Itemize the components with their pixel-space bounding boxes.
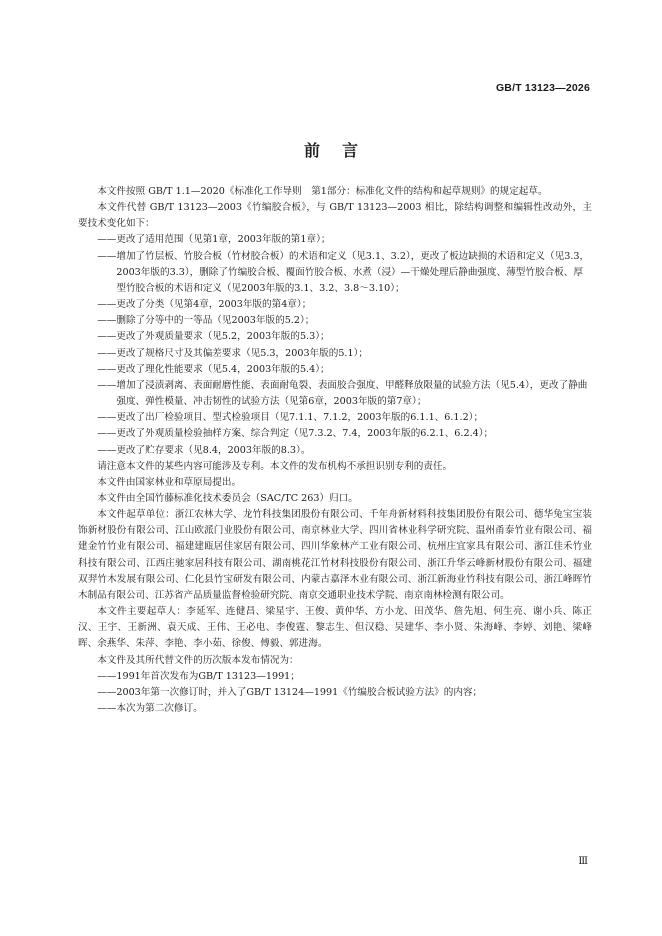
version-history-list bbox=[78, 669, 592, 717]
list-item: ——更改了贮存要求（见8.4，2003年版的8.3）。 bbox=[97, 444, 311, 456]
technical-changes-list bbox=[78, 232, 592, 458]
list-item: ——更改了适用范围（见第1章，2003年版的第1章）； bbox=[97, 234, 331, 246]
list-item: ——更改了出厂检验项目、型式检验项目（见7.1.1、7.1.2，2003年版的6.1.1、6.1.2）； bbox=[97, 412, 484, 424]
paragraph-drafting-units: 本文件起草单位：浙江农林大学、龙竹科技集团股份有限公司、千年舟新材料科技集团股份有限公司、德华兔宝宝装饰新材股份有限公司、江山欧派门业股份有限公司、南京林业大学、四川省林业科学研究院、温州甬泰竹业有限公司、福建金竹竹业有限公司、福建建瓯居佳家居有限公司、四川华象林产工业有限公司、杭州庄宜家具有限公司、浙江佳禾竹业科技有限公司、江西庄驰家居科技有限公司、湖南桃花江竹材科技股份有限公司、浙江升华云峰新材股份有限公司、福建双羿竹木发展有限公司、仁化县竹宝研发有限公司、内蒙古嘉泽木业有限公司、浙江新海业竹科技有限公司、浙江峰晖竹木制品有限公司、江苏省产品质量监督检验研究院、南京交通职业技术学院、南京南林检测有限公司。 bbox=[78, 509, 592, 601]
document-body bbox=[78, 184, 592, 717]
paragraph-proposer: 本文件由国家林业和草原局提出。 bbox=[97, 476, 242, 488]
page-number: Ⅲ bbox=[578, 856, 588, 867]
list-item: ——更改了分类（见第4章，2003年版的第4章）； bbox=[97, 299, 312, 311]
page-title: 前言 bbox=[303, 141, 380, 160]
paragraph-replacement: 本文件代替 GB/T 13123—2003《竹编胶合板》，与 GB/T 13123—2003 相比，除结构调整和编辑性改动外，主要技术变化如下： bbox=[78, 202, 592, 230]
paragraph-committee: 本文件由全国竹藤标准化技术委员会（SAC/TC 263）归口。 bbox=[97, 492, 358, 504]
list-item: ——本次为第二次修订。 bbox=[97, 703, 203, 714]
standard-code: GB/T 13123—2026 bbox=[495, 82, 590, 94]
paragraph-patent-notice: 请注意本文件的某些内容可能涉及专利。本文件的发布机构不承担识别专利的责任。 bbox=[97, 460, 453, 472]
list-item: ——更改了理化性能要求（见5.4，2003年版的5.4）； bbox=[97, 363, 330, 375]
list-item: ——2003年第一次修订时，并入了GB/T 13124—1991《竹编胶合板试验方法》的内容； bbox=[97, 686, 483, 698]
paragraph-history-intro: 本文件及其所代替文件的历次版本发布情况为： bbox=[97, 654, 299, 666]
paragraph-drafting-rules: 本文件按照 GB/T 1.1—2020《标准化工作导则 第1部分：标准化文件的结构和起草规则》的规定起草。 bbox=[97, 186, 548, 197]
list-item: ——更改了外观质量要求（见5.2，2003年版的5.3）； bbox=[97, 331, 330, 343]
list-item: ——增加了竹层板、竹胶合板（竹材胶合板）的术语和定义（见3.1、3.2），更改了板边缺损的术语和定义（见3.3，2003年版的3.3），删除了竹编胶合板、覆面竹胶合板、水煮（浸）—干燥处理后静曲强度、薄型竹胶合板、厚型竹胶合板的术语和定义（见2003年版的3.1、3.2、3.8～3.10）； bbox=[97, 250, 590, 294]
paragraph-drafters: 本文件主要起草人：李延军、连健昌、梁星宇、王俊、黄仲华、方小龙、田茂华、詹先旭、何生亮、谢小兵、陈正汉、王宇、王新洲、袁天成、王伟、王必电、李俊霆、黎志生、但汉稳、吴建华、李小贤、朱海峰、李婷、刘艳、梁峰晖、余燕华、朱萍、李艳、李小茹、徐俊、傅毅、郭进海。 bbox=[78, 606, 592, 650]
list-item: ——增加了浸渍剥离、表面耐磨性能、表面耐龟裂、表面胶合强度、甲醛释放限量的试验方法（见5.4），更改了静曲强度、弹性模量、冲击韧性的试验方法（见第6章，2003年版的第7章）； bbox=[97, 379, 588, 408]
list-item: ——更改了规格尺寸及其偏差要求（见5.3，2003年版的5.1）； bbox=[97, 347, 368, 359]
list-item: ——更改了外观质量检验抽样方案、综合判定（见7.3.2、7.4，2003年版的6.2.1、6.2.4）； bbox=[97, 428, 494, 440]
list-item: ——删除了分等中的一等品（见2003年版的5.2）； bbox=[97, 315, 315, 327]
list-item: ——1991年首次发布为GB/T 13123—1991； bbox=[97, 670, 300, 682]
